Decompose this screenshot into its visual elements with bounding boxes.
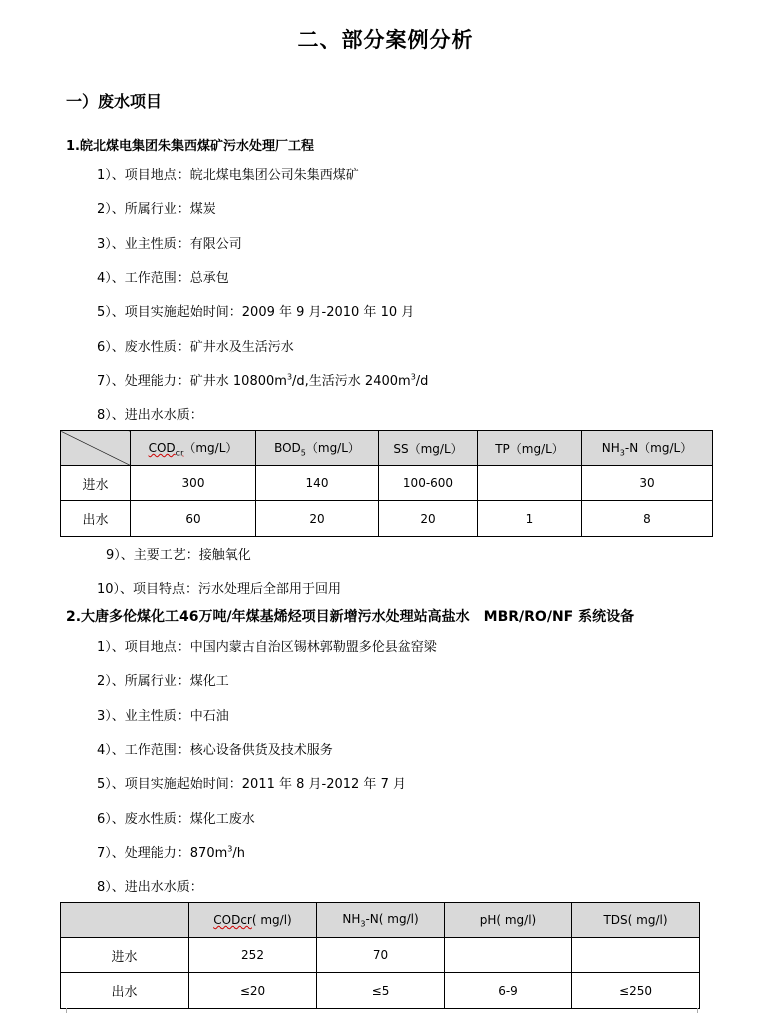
project1-quality-label: 8）、进出水水质： [97, 408, 203, 423]
table-cell: ≤5 [317, 973, 445, 1009]
table-header: TDS( mg/l) [572, 903, 700, 938]
project2-item: 3）、业主性质：中石油 [97, 709, 229, 724]
table-corner-cell [61, 903, 189, 938]
table-header: pH( mg/l) [445, 903, 572, 938]
table-cell: ≤20 [189, 973, 317, 1009]
project1-item: 10）、项目特点：污水处理后全部用于回用 [97, 582, 342, 597]
project2-item: 2）、所属行业：煤化工 [97, 674, 229, 689]
table-header: $NH_3-N$( mg/l) [317, 903, 445, 938]
table-header: $BOD_5(mg/L)$ [256, 431, 379, 466]
project2-item: 4）、工作范围：核心设备供货及技术服务 [97, 743, 333, 758]
table-header: $COD_{cr}(mg/L)$ [131, 431, 256, 466]
project2-item: 6）、废水性质：煤化工废水 [97, 812, 255, 827]
table-cell: 70 [317, 938, 445, 973]
table-cell [572, 938, 700, 973]
table-cell: 140 [256, 466, 379, 501]
project2-heading: 2.大唐多伦煤化工46万吨/年煤基烯烃项目新增污水处理站高盐水 MBR/RO/NF 系统设备 [66, 609, 635, 625]
table-row [61, 938, 700, 973]
table-cell: ≤250 [572, 973, 700, 1009]
project2-item: 5）、项目实施起始时间：2011 年 8 月-2012 年 7 月 [97, 777, 406, 792]
project1-heading: 1.皖北煤电集团朱集西煤矿污水处理厂工程 [66, 139, 314, 154]
project1-item: 4）、工作范围：总承包 [97, 271, 229, 286]
project1-item: 9）、主要工艺：接触氧化 [106, 548, 251, 563]
table-cell [478, 466, 582, 501]
table-row [61, 501, 713, 537]
row-label: 出水 [61, 973, 189, 1009]
table-row [61, 973, 700, 1009]
project1-item: 6）、废水性质：矿井水及生活污水 [97, 340, 294, 355]
table-header: $NH_3-N(mg/L)$ [582, 431, 713, 466]
table-cell: 8 [582, 501, 713, 537]
project1-item: 2）、所属行业：煤炭 [97, 202, 216, 217]
margin-mark [697, 1008, 706, 1013]
project1-capacity: 7）、处理能力：矿井水 $10800m^3/d$,生活污水 $2400m^3/d$ [97, 372, 429, 389]
row-label: 出水 [61, 501, 131, 537]
table-row [61, 466, 713, 501]
section-heading: 一）废水项目 [66, 92, 163, 111]
table-cell: 20 [256, 501, 379, 537]
project1-quality-table [60, 430, 713, 537]
table-cell: 6-9 [445, 973, 572, 1009]
table-cell: 300 [131, 466, 256, 501]
table-header: TP（mg/L） [478, 431, 582, 466]
row-label: 进水 [61, 938, 189, 973]
project2-item: 1）、项目地点：中国内蒙古自治区锡林郭勒盟多伦县盆窑梁 [97, 640, 437, 655]
project1-item: 1）、项目地点：皖北煤电集团公司朱集西煤矿 [97, 168, 359, 183]
page-title: 二、部分案例分析 [297, 28, 474, 52]
table-cell: 1 [478, 501, 582, 537]
table-corner-cell [61, 431, 131, 466]
project1-item: 3）、业主性质：有限公司 [97, 237, 242, 252]
table-cell: 100-600 [379, 466, 478, 501]
table-header: CODcr( mg/l) [189, 903, 317, 938]
project1-item: 5）、项目实施起始时间：2009 年 9 月-2010 年 10 月 [97, 305, 415, 320]
table-header: SS（mg/L） [379, 431, 478, 466]
table-cell [445, 938, 572, 973]
project2-capacity: 7）、处理能力：$870m^3/h$ [97, 844, 245, 861]
project2-quality-table [60, 902, 700, 1009]
row-label: 进水 [61, 466, 131, 501]
table-cell: 60 [131, 501, 256, 537]
table-cell: 252 [189, 938, 317, 973]
project2-quality-label: 8）、进出水水质： [97, 880, 203, 895]
table-cell: 20 [379, 501, 478, 537]
table-cell: 30 [582, 466, 713, 501]
margin-mark [58, 1008, 67, 1013]
